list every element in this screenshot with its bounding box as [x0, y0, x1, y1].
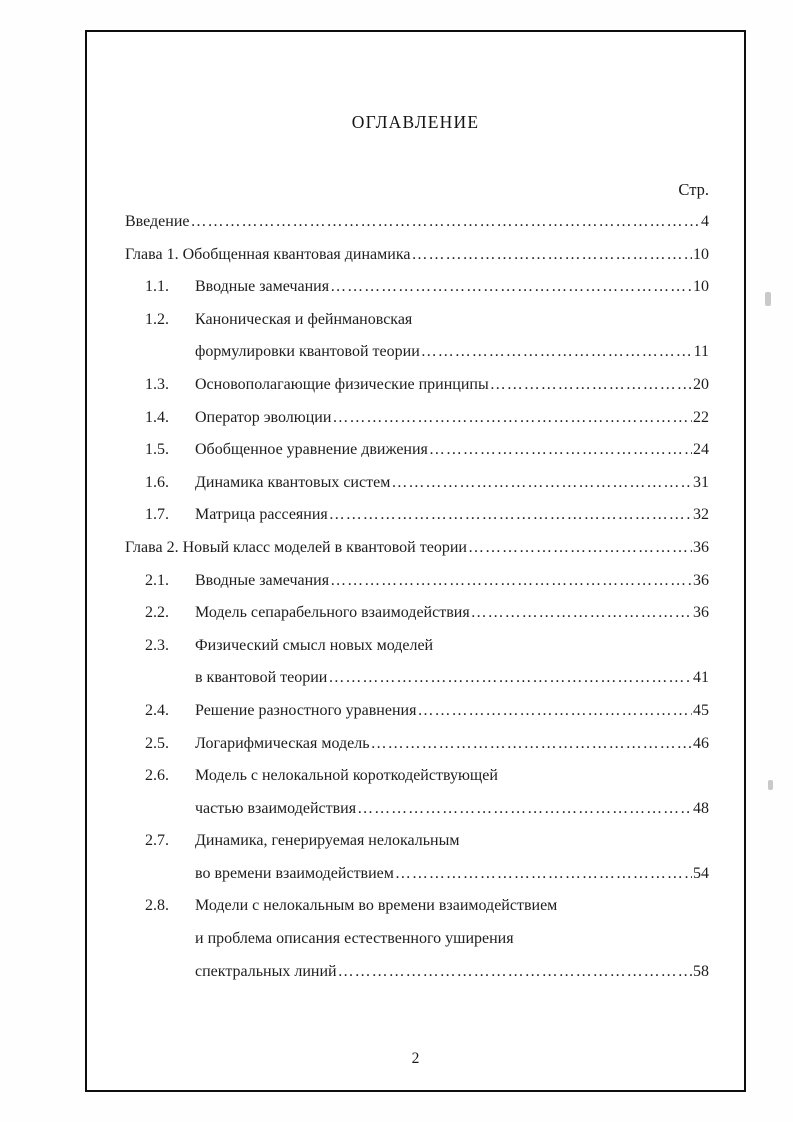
toc-line [125, 467, 709, 500]
toc-top-entry [125, 206, 709, 239]
toc-page-ref: 46 [693, 734, 709, 752]
toc-entry-label: Обобщенное уравнение движения [195, 441, 428, 459]
page-column-header: Стр. [678, 180, 709, 199]
toc-entry-label: Логарифмическая модель [195, 734, 370, 752]
toc-line [125, 923, 709, 956]
toc-entry-number: 2.7. [145, 832, 169, 850]
toc-subentry [125, 728, 709, 761]
toc-entry-number: 2.2. [145, 604, 169, 622]
toc-entry-number: 1.1. [145, 278, 169, 296]
toc-page-ref: 36 [693, 538, 709, 556]
toc-subentry [125, 304, 709, 369]
toc-page-ref: 36 [693, 571, 709, 589]
dot-leader [328, 662, 692, 695]
toc-page-ref: 32 [693, 506, 709, 524]
toc-line [125, 956, 709, 989]
toc-line [125, 336, 709, 369]
dot-leader [395, 858, 692, 891]
toc-line [125, 793, 709, 826]
toc-page-ref: 31 [693, 473, 709, 491]
toc-top-entry [125, 532, 709, 565]
toc-page-ref: 24 [693, 441, 709, 459]
toc-subentry [125, 369, 709, 402]
toc-entry-number: 2.3. [145, 636, 169, 654]
toc-line [125, 728, 709, 761]
toc-subentry [125, 760, 709, 825]
toc-entry-number: 2.6. [145, 767, 169, 785]
toc-line [125, 662, 709, 695]
toc-line [125, 402, 709, 435]
toc-entry-label: Введение [125, 213, 190, 230]
toc-line [125, 630, 709, 663]
toc-page-ref: 10 [693, 278, 709, 296]
toc-subentry [125, 467, 709, 500]
toc-entry-number: 1.3. [145, 375, 169, 393]
toc-line [125, 825, 709, 858]
toc-page-ref: 20 [693, 375, 709, 393]
dot-leader [330, 565, 692, 598]
dot-leader [417, 695, 692, 728]
toc-list [125, 206, 709, 988]
toc-entry-label: Физический смысл новых моделей [195, 636, 434, 654]
toc-page-ref: 54 [693, 864, 709, 882]
toc-line [125, 890, 709, 923]
toc-entry-label: и проблема описания естественного уширения [195, 930, 514, 948]
toc-entry-number: 1.5. [145, 441, 169, 459]
toc-entry-label: Модель с нелокальной короткодействующей [195, 767, 498, 785]
toc-entry-label: Модель сепарабельного взаимодействия [195, 604, 470, 622]
toc-entry-number: 1.4. [145, 408, 169, 426]
toc-entry-label: в квантовой теории [195, 669, 328, 687]
dot-leader [357, 793, 692, 826]
toc-line [125, 695, 709, 728]
toc-entry-number: 1.6. [145, 473, 169, 491]
dot-leader [421, 336, 693, 369]
toc-entry-label: Модели с нелокальным во времени взаимодействием [195, 897, 558, 915]
toc-entry-label: Динамика, генерируемая нелокальным [195, 832, 460, 850]
toc-page-ref: 36 [693, 604, 709, 622]
toc-entry-label: Оператор эволюции [195, 408, 332, 426]
toc-subentry [125, 499, 709, 532]
toc-entry-number: 2.5. [145, 734, 169, 752]
toc-page-ref: 4 [701, 213, 709, 230]
toc-line [125, 304, 709, 337]
toc-subentry [125, 890, 709, 988]
dot-leader [330, 271, 692, 304]
dot-leader [332, 402, 692, 435]
toc-line [125, 760, 709, 793]
toc-line [125, 271, 709, 304]
dot-leader [471, 597, 692, 630]
toc-entry-label: Решение разностного уравнения [195, 701, 417, 719]
toc-subentry [125, 695, 709, 728]
toc-line [125, 565, 709, 598]
dot-leader [429, 434, 692, 467]
toc-entry-label: Каноническая и фейнмановская [195, 310, 413, 328]
dot-leader [411, 239, 692, 272]
toc-page-ref: 45 [693, 701, 709, 719]
toc-entry-number: 1.2. [145, 310, 169, 328]
toc-line [125, 434, 709, 467]
dot-leader [329, 499, 692, 532]
toc-entry-number: 2.4. [145, 701, 169, 719]
page-title: ОГЛАВЛЕНИЕ [351, 112, 480, 132]
toc-page-ref: 11 [693, 343, 709, 361]
toc-subentry [125, 434, 709, 467]
toc-top-entry [125, 239, 709, 272]
toc-subentry [125, 402, 709, 435]
toc-entry-label: Вводные замечания [195, 571, 330, 589]
scan-artifact [765, 292, 771, 306]
dot-leader [468, 532, 692, 565]
toc-entry-label: Глава 1. Обобщенная квантовая динамика [125, 245, 411, 263]
dot-leader [191, 206, 701, 239]
scan-artifact [768, 780, 773, 790]
toc-entry-label: спектральных линий [195, 962, 337, 980]
toc-subentry [125, 597, 709, 630]
toc-subentry [125, 630, 709, 695]
toc-subentry [125, 271, 709, 304]
toc-entry-number: 2.8. [145, 897, 169, 915]
toc-page-ref: 48 [693, 799, 709, 817]
toc-entry-number: 2.1. [145, 571, 169, 589]
toc-subentry [125, 565, 709, 598]
toc-entry-label: Вводные замечания [195, 278, 330, 296]
toc-line [125, 499, 709, 532]
toc-page-ref: 58 [693, 962, 709, 980]
toc-line [125, 597, 709, 630]
toc-entry-label: формулировки квантовой теории [195, 343, 420, 361]
toc-entry-label: Матрица рассеяния [195, 506, 328, 524]
dot-leader [490, 369, 692, 402]
toc-entry-label: Динамика квантовых систем [195, 473, 391, 491]
toc-page-ref: 22 [693, 408, 709, 426]
toc-page-ref: 41 [693, 669, 709, 687]
toc-page-ref: 10 [693, 245, 709, 263]
toc-entry-label: частью взаимодействия [195, 799, 357, 817]
toc-entry-label: во времени взаимодействием [195, 864, 394, 882]
toc-line [125, 239, 709, 272]
toc-line [125, 206, 709, 239]
toc-entry-label: Основополагающие физические принципы [195, 375, 489, 393]
toc-line [125, 858, 709, 891]
toc-entry-label: Глава 2. Новый класс моделей в квантовой теории [125, 538, 467, 556]
page-number: 2 [411, 1050, 420, 1067]
dot-leader [371, 728, 692, 761]
dot-leader [338, 956, 692, 989]
toc-entry-number: 1.7. [145, 506, 169, 524]
toc-line [125, 532, 709, 565]
toc-subentry [125, 825, 709, 890]
dot-leader [391, 467, 692, 500]
toc-line [125, 369, 709, 402]
